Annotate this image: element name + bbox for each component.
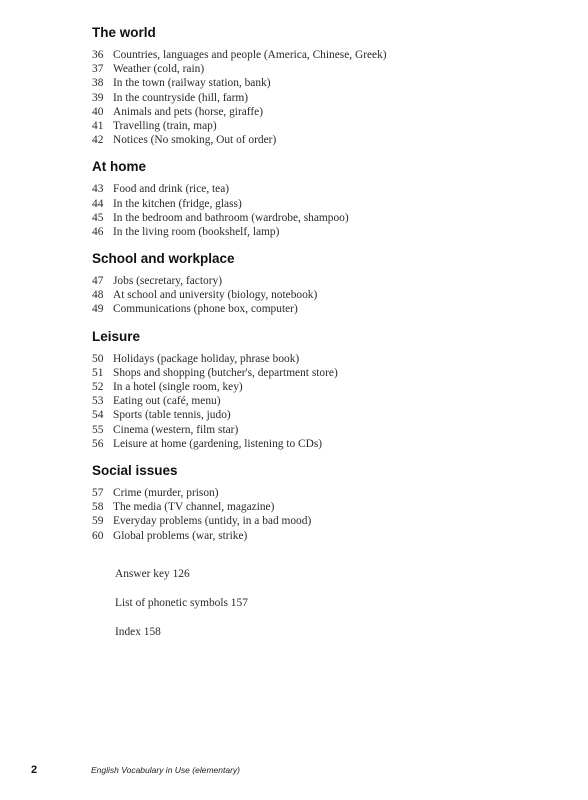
unit-title: In the kitchen (fridge, glass) bbox=[113, 197, 242, 210]
unit-title: Everyday problems (untidy, in a bad mood) bbox=[113, 515, 312, 528]
section-heading: At home bbox=[92, 159, 146, 175]
unit-title: Global problems (war, strike) bbox=[113, 529, 248, 542]
unit-title: Notices (No smoking, Out of order) bbox=[113, 134, 277, 147]
unit-item bbox=[92, 352, 552, 366]
unit-title: Food and drink (rice, tea) bbox=[113, 183, 230, 196]
unit-number: 36 bbox=[92, 49, 104, 61]
book-title: English Vocabulary in Use (elementary) bbox=[91, 765, 240, 775]
unit-number: 50 bbox=[92, 352, 104, 365]
unit-item bbox=[92, 182, 552, 196]
unit-item bbox=[92, 91, 552, 105]
unit-title: Cinema (western, film star) bbox=[113, 423, 239, 436]
unit-title: Sports (table tennis, judo) bbox=[113, 409, 231, 422]
unit-item bbox=[92, 500, 552, 514]
page-footer bbox=[31, 762, 240, 776]
unit-item bbox=[92, 437, 552, 451]
unit-number: 40 bbox=[92, 105, 104, 118]
unit-number: 51 bbox=[92, 366, 104, 379]
unit-number: 41 bbox=[92, 119, 104, 132]
unit-list bbox=[92, 48, 552, 147]
unit-item bbox=[92, 302, 552, 316]
unit-item bbox=[92, 225, 552, 239]
unit-number: 46 bbox=[92, 225, 104, 238]
section-at-home bbox=[92, 158, 552, 239]
unit-item bbox=[92, 394, 552, 408]
section-heading: School and workplace bbox=[92, 251, 235, 267]
unit-number: 57 bbox=[92, 486, 104, 499]
section-heading: Social issues bbox=[92, 462, 178, 478]
unit-title: Leisure at home (gardening, listening to CDs) bbox=[113, 437, 323, 450]
unit-title: Holidays (package holiday, phrase book) bbox=[113, 352, 300, 365]
unit-list bbox=[92, 182, 552, 239]
unit-title: The media (TV channel, magazine) bbox=[113, 501, 275, 514]
answer-key-entry: Answer key 126 bbox=[115, 568, 190, 580]
unit-item bbox=[92, 211, 552, 225]
unit-list bbox=[92, 486, 552, 543]
unit-item bbox=[92, 423, 552, 437]
unit-title: In a hotel (single room, key) bbox=[113, 381, 243, 393]
unit-title: Eating out (café, menu) bbox=[113, 395, 221, 408]
unit-number: 43 bbox=[92, 183, 104, 196]
unit-number: 48 bbox=[92, 289, 104, 302]
unit-number: 37 bbox=[92, 63, 104, 76]
unit-item bbox=[92, 105, 552, 119]
unit-title: Countries, languages and people (America, Chinese, Greek) bbox=[113, 49, 387, 61]
unit-number: 44 bbox=[92, 197, 104, 210]
unit-title: In the town (railway station, bank) bbox=[113, 77, 271, 90]
page-number: 2 bbox=[31, 764, 38, 776]
unit-list bbox=[92, 352, 552, 451]
unit-item bbox=[92, 274, 552, 288]
unit-number: 60 bbox=[92, 529, 104, 542]
unit-number: 45 bbox=[92, 211, 104, 224]
unit-number: 49 bbox=[92, 303, 104, 316]
unit-title: Crime (murder, prison) bbox=[113, 486, 219, 499]
unit-number: 39 bbox=[92, 91, 104, 104]
unit-title: At school and university (biology, notebook) bbox=[113, 289, 318, 302]
unit-number: 42 bbox=[92, 134, 104, 147]
unit-number: 47 bbox=[92, 275, 104, 288]
unit-title: Weather (cold, rain) bbox=[113, 63, 205, 76]
unit-list bbox=[92, 274, 552, 317]
unit-title: In the countryside (hill, farm) bbox=[113, 91, 249, 104]
unit-number: 55 bbox=[92, 423, 104, 436]
unit-title: Communications (phone box, computer) bbox=[113, 303, 298, 316]
section-social-issues bbox=[92, 462, 552, 543]
unit-item bbox=[92, 133, 552, 147]
index-entry: Index 158 bbox=[115, 626, 161, 638]
unit-number: 58 bbox=[92, 501, 104, 514]
unit-item bbox=[92, 76, 552, 90]
section-school-and-workplace bbox=[92, 250, 552, 317]
unit-item bbox=[92, 408, 552, 422]
unit-title: In the living room (bookshelf, lamp) bbox=[113, 225, 280, 238]
unit-title: Jobs (secretary, factory) bbox=[113, 275, 223, 288]
unit-item bbox=[92, 514, 552, 528]
unit-item bbox=[92, 288, 552, 302]
unit-item bbox=[92, 366, 552, 380]
section-leisure bbox=[92, 328, 552, 451]
unit-item bbox=[92, 62, 552, 76]
unit-number: 56 bbox=[92, 437, 104, 450]
unit-item bbox=[92, 486, 552, 500]
section-the-world bbox=[92, 24, 552, 147]
unit-number: 59 bbox=[92, 515, 104, 528]
unit-number: 54 bbox=[92, 409, 104, 422]
unit-item bbox=[92, 48, 552, 62]
section-heading: The world bbox=[92, 25, 156, 40]
unit-item bbox=[92, 529, 552, 543]
unit-number: 52 bbox=[92, 381, 104, 393]
unit-number: 38 bbox=[92, 77, 104, 90]
unit-title: Shops and shopping (butcher's, department store) bbox=[113, 366, 338, 379]
contents-list bbox=[92, 24, 552, 554]
unit-title: In the bedroom and bathroom (wardrobe, shampoo) bbox=[113, 211, 349, 224]
unit-title: Animals and pets (horse, giraffe) bbox=[113, 105, 264, 118]
unit-item bbox=[92, 380, 552, 394]
section-heading: Leisure bbox=[92, 328, 141, 344]
back-matter-list bbox=[115, 567, 248, 654]
unit-item bbox=[92, 119, 552, 133]
unit-title: Travelling (train, map) bbox=[113, 119, 217, 132]
unit-item bbox=[92, 197, 552, 211]
phonetic-symbols-entry: List of phonetic symbols 157 bbox=[115, 597, 248, 609]
unit-number: 53 bbox=[92, 395, 104, 408]
